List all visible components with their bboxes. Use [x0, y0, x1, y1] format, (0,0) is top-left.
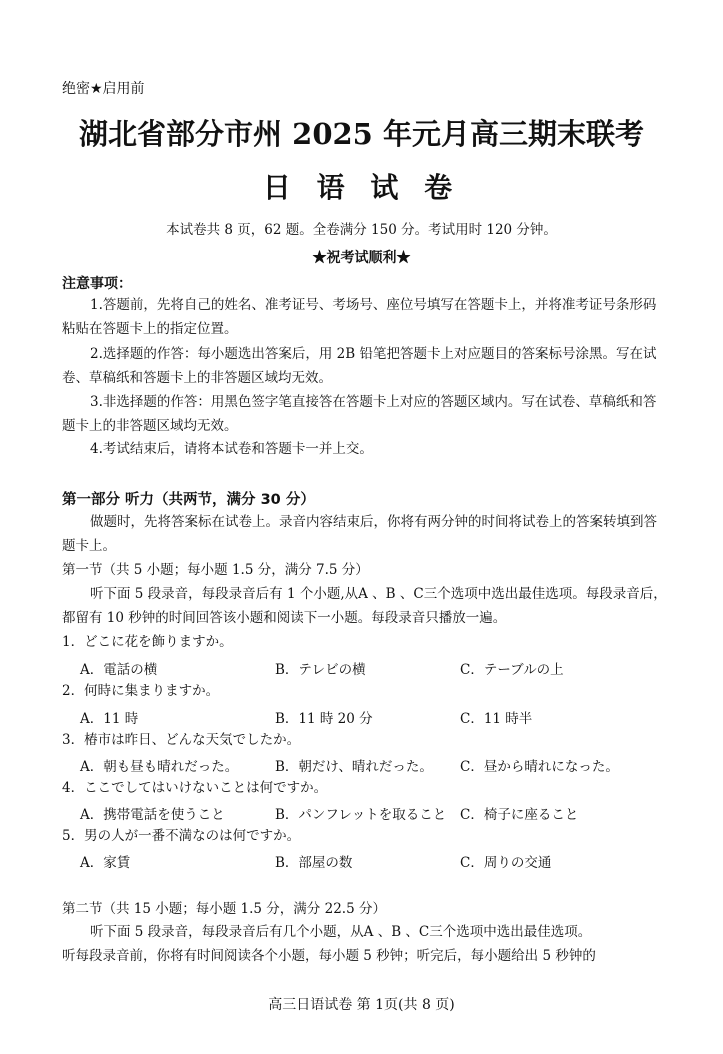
- notice-item-3: 3.非选择题的作答：用黑色签字笔直接答在答题卡上对应的答题区域内。写在试卷、草稿纸和答题卡上的非答题区域均无效。: [62, 394, 657, 434]
- part1-heading: 第一部分 听力（共两节，满分 30 分）: [62, 492, 315, 508]
- page-footer: 高三日语试卷 第 1页(共 8 页): [268, 997, 455, 1013]
- good-luck-banner: ★祝考试顺利★: [312, 250, 411, 266]
- option-c: C．周りの交通: [460, 855, 552, 871]
- option-c: C．椅子に座ること: [460, 807, 579, 823]
- option-b: B．パンフレットを取ること: [275, 807, 447, 823]
- section2-instructions-line2: 听每段录音前，你将有时间阅读各个小题，每小题 5 秒钟；听完后，每小题给出 5 秒钟的: [62, 948, 596, 964]
- option-c: C．11 時半: [460, 711, 533, 727]
- section1-heading: 第一节（共 5 小题；每小题 1.5 分，满分 7.5 分）: [62, 562, 369, 578]
- question-4: 4．ここでしてはいけないことは何ですか。: [62, 780, 328, 796]
- option-b: B．11 時 20 分: [275, 711, 373, 727]
- section2-instructions-line1: 听下面 5 段录音，每段录音后有几个小题，从A 、B 、C三个选项中选出最佳选项。: [90, 924, 592, 940]
- exam-subtitle: 日 语 试 卷: [262, 171, 461, 204]
- section1-instructions: 听下面 5 段录音，每段录音后有 1 个小题,从A 、B 、C三个选项中选出最佳选项。每段录音后，都留有 10 秒钟的时间回答该小题和阅读下一小题。每段录音只播放一遍。: [62, 586, 667, 626]
- confidential-label: 绝密★启用前: [62, 81, 145, 97]
- option-a: A．11 時: [80, 711, 139, 727]
- question-3: 3．椿市は昨日、どんな天気でしたか。: [62, 732, 301, 748]
- notice-item-4: 4.考试结束后，请将本试卷和答题卡一并上交。: [90, 441, 373, 457]
- exam-title: 湖北省部分市州 2025 年元月高三期末联考: [79, 117, 644, 151]
- section2-heading: 第二节（共 15 小题；每小题 1.5 分，满分 22.5 分）: [62, 901, 386, 917]
- notice-item-1: 1.答题前，先将自己的姓名、准考证号、考场号、座位号填写在答题卡上，并将准考证号条形码粘贴在答题卡上的指定位置。: [62, 297, 657, 337]
- option-b: B．テレビの横: [275, 662, 366, 678]
- option-a: A．朝も昼も晴れだった。: [80, 759, 239, 775]
- part1-intro: 做题时，先将答案标在试卷上。录音内容结束后，你将有两分钟的时间将试卷上的答案转填到答题卡上。: [62, 514, 657, 554]
- option-a: A．電話の横: [80, 662, 158, 678]
- option-c: C．テーブルの上: [460, 662, 564, 678]
- question-5: 5．男の人が一番不満なのは何ですか。: [62, 828, 301, 844]
- notice-item-2: 2.选择题的作答：每小题选出答案后，用 2B 铅笔把答题卡上对应题目的答案标号涂黑。写在试卷、草稿纸和答题卡上的非答题区域均无效。: [62, 346, 657, 386]
- option-a: A．家賃: [80, 855, 131, 871]
- question-1: 1．どこに花を飾りますか。: [62, 634, 233, 650]
- option-b: B．部屋の数: [275, 855, 353, 871]
- option-c: C．昼から晴れになった。: [460, 759, 619, 775]
- option-b: B．朝だけ、晴れだった。: [275, 759, 433, 775]
- option-a: A．携帯電話を使うこと: [80, 807, 225, 823]
- exam-info: 本试卷共 8 页，62 题。全卷满分 150 分。考试用时 120 分钟。: [166, 222, 557, 238]
- notice-heading: 注意事项：: [62, 276, 132, 292]
- question-2: 2．何時に集まりますか。: [62, 683, 220, 699]
